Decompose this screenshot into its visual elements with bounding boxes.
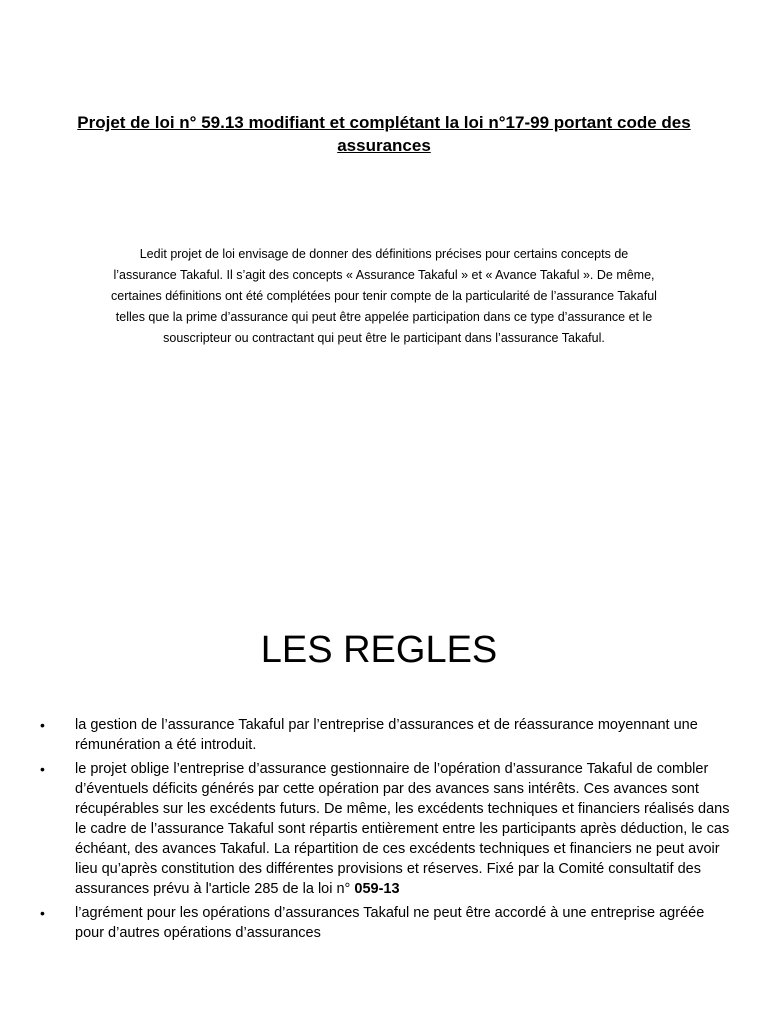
intro-paragraph: Ledit projet de loi envisage de donner des définitions précises pour certains concepts de l’assurance Takaful. Il s’agit des concepts « Assurance Takaful » et « Avance Takaful ». De même, certaines définitions ont été complétées pour tenir compte de la particularité de l’assurance Takaful telles que la prime d’assurance qui peut être appelée participation dans ce type d’assurance et le souscripteur ou contractant qui peut être le participant dans l’assurance Takaful. bbox=[111, 247, 657, 345]
law-number: 059-13 bbox=[354, 881, 400, 897]
list-item bbox=[40, 715, 730, 755]
list-item bbox=[40, 759, 730, 899]
list-item bbox=[40, 903, 730, 943]
rules-heading: LES REGLES bbox=[260, 629, 498, 671]
slide-title: Projet de loi n° 59.13 modifiant et complétant la loi n°17-99 portant code des assurances bbox=[77, 113, 691, 155]
rules-list bbox=[40, 715, 730, 947]
list-item-text: le projet oblige l’entreprise d’assurance gestionnaire de l’opération d’assurance Takaful de combler d’éventuels déficits générés par cette opération par des avances sans intérêts. Ces avances sont récupérables sur les excédents futurs. De même, les excédents techniques et financiers réalisés dans le cadre de l’assurance Takaful sont répartis entièrement entre les participants après déduction, le cas échéant, des avances Takaful. La répartition de ces excédents techniques et financiers ne peut avoir lieu qu’après constitution des différentes provisions et réserves. Fixé par la Comité consultatif des assurances prévu à l'article 285 de la loi n° bbox=[75, 761, 730, 897]
bullet-icon: • bbox=[40, 761, 45, 777]
bullet-icon: • bbox=[40, 717, 45, 733]
bullet-icon: • bbox=[40, 905, 45, 921]
list-item-text: la gestion de l’assurance Takaful par l’entreprise d’assurances et de réassurance moyennant une rémunération a été introduit. bbox=[75, 717, 698, 753]
list-item-text: l’agrément pour les opérations d’assurances Takaful ne peut être accordé à une entreprise agréée pour d’autres opérations d’assurances bbox=[75, 905, 705, 941]
